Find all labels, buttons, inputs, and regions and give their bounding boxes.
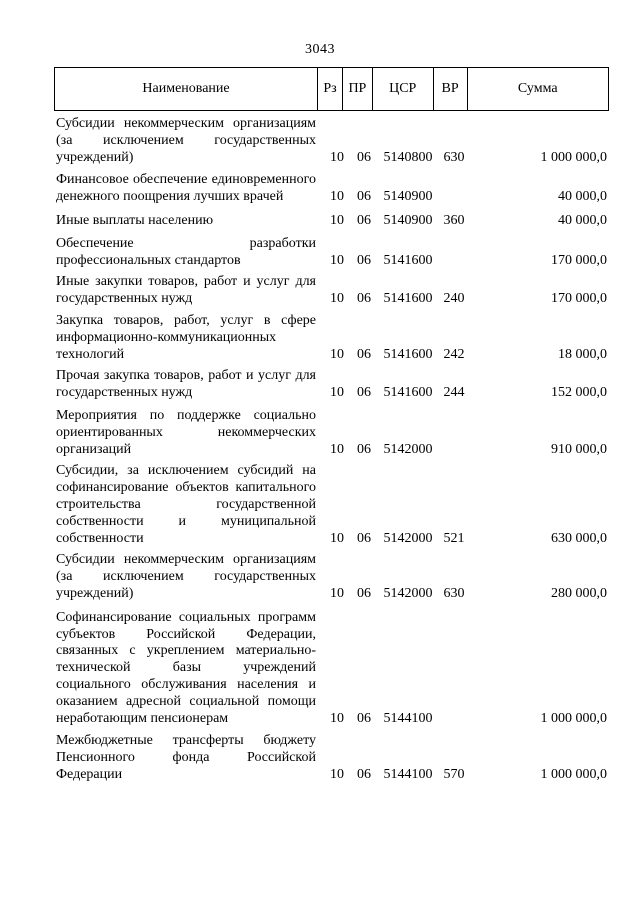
- row-pr: 06: [357, 441, 371, 457]
- row-name: Субсидии некоммерческим организациям (за исключением государственных учреждений): [56, 116, 316, 165]
- row-rz: 10: [330, 346, 344, 362]
- row-csr: 5141600: [383, 346, 433, 362]
- row-rz: 10: [330, 189, 344, 205]
- row-name: Прочая закупка товаров, работ и услуг для государственных нужд: [56, 368, 316, 401]
- row-vr: 240: [443, 291, 465, 307]
- row-csr: 5144100: [383, 766, 433, 782]
- row-sum: 910 000,0: [551, 441, 607, 457]
- row-name: Иные выплаты населению: [56, 212, 214, 228]
- row-pr: 06: [357, 252, 371, 268]
- header-pr: ПР: [343, 68, 373, 110]
- table-row: [54, 172, 609, 206]
- row-vr: 242: [443, 346, 465, 362]
- row-csr: 5142000: [383, 530, 433, 546]
- row-vr: 360: [443, 212, 465, 228]
- row-csr: 5142000: [383, 441, 433, 457]
- table-row: [54, 236, 609, 270]
- row-csr: 5141600: [383, 291, 433, 307]
- row-rz: 10: [330, 385, 344, 401]
- row-rz: 10: [330, 149, 344, 165]
- row-csr: 5141600: [383, 252, 433, 268]
- table-row: [54, 463, 609, 547]
- row-pr: 06: [357, 212, 371, 228]
- table-row: [54, 368, 609, 402]
- table-row: [54, 610, 609, 728]
- table-row: [54, 552, 609, 602]
- header-name: Наименование: [55, 68, 318, 110]
- table-row: [54, 213, 609, 230]
- row-csr: 5141600: [383, 385, 433, 401]
- page-number: 3043: [305, 42, 335, 57]
- table-header: [54, 67, 609, 111]
- row-sum: 1 000 000,0: [540, 710, 607, 726]
- row-sum: 40 000,0: [558, 189, 607, 205]
- row-rz: 10: [330, 766, 344, 782]
- row-rz: 10: [330, 252, 344, 268]
- row-pr: 06: [357, 585, 371, 601]
- row-sum: 1 000 000,0: [540, 766, 607, 782]
- row-pr: 06: [357, 766, 371, 782]
- row-pr: 06: [357, 189, 371, 205]
- row-sum: 40 000,0: [558, 212, 607, 228]
- row-rz: 10: [330, 291, 344, 307]
- row-sum: 170 000,0: [551, 291, 607, 307]
- row-vr: 630: [443, 585, 465, 601]
- row-sum: 630 000,0: [551, 530, 607, 546]
- row-rz: 10: [330, 530, 344, 546]
- row-csr: 5140900: [383, 212, 433, 228]
- table-body: [54, 116, 609, 784]
- row-csr: 5142000: [383, 585, 433, 601]
- row-rz: 10: [330, 441, 344, 457]
- row-vr: 244: [443, 385, 465, 401]
- row-pr: 06: [357, 710, 371, 726]
- row-rz: 10: [330, 585, 344, 601]
- row-pr: 06: [357, 385, 371, 401]
- row-csr: 5140900: [383, 189, 433, 205]
- row-name: Софинансирование социальных программ субъектов Российской Федерации, связанных с укреплением материально-технической базы учреждений социального обслуживания населения и оказанием адресной социальной помощи неработающим пенсионерам: [56, 609, 316, 726]
- row-pr: 06: [357, 346, 371, 362]
- row-sum: 280 000,0: [551, 585, 607, 601]
- row-sum: 1 000 000,0: [540, 149, 607, 165]
- row-pr: 06: [357, 149, 371, 165]
- header-rz: Рз: [318, 68, 343, 110]
- row-name: Закупка товаров, работ, услуг в сфере информационно-коммуникационных технологий: [56, 312, 316, 362]
- row-pr: 06: [357, 530, 371, 546]
- row-sum: 18 000,0: [558, 346, 607, 362]
- row-csr: 5140800: [383, 149, 433, 165]
- row-name: Субсидии некоммерческим организациям (за исключением государственных учреждений): [56, 552, 316, 601]
- row-sum: 170 000,0: [551, 252, 607, 268]
- row-name: Иные закупки товаров, работ и услуг для государственных нужд: [56, 274, 316, 307]
- row-rz: 10: [330, 710, 344, 726]
- row-pr: 06: [357, 291, 371, 307]
- row-name: Межбюджетные трансферты бюджету Пенсионного фонда Российской Федерации: [56, 733, 316, 782]
- table-row: [54, 733, 609, 783]
- table-row: [54, 408, 609, 458]
- row-vr: 630: [443, 149, 465, 165]
- row-name: Обеспечение разработки профессиональных стандартов: [56, 235, 316, 268]
- row-name: Финансовое обеспечение единовременного денежного поощрения лучших врачей: [56, 172, 316, 205]
- row-vr: 570: [443, 766, 465, 782]
- row-sum: 152 000,0: [551, 385, 607, 401]
- row-csr: 5144100: [383, 710, 433, 726]
- row-name: Мероприятия по поддержке социально ориентированных некоммерческих организаций: [56, 407, 316, 457]
- header-vr: ВР: [434, 68, 468, 110]
- header-csr: ЦСР: [373, 68, 434, 110]
- table-row: [54, 116, 609, 166]
- row-vr: 521: [443, 530, 465, 546]
- table-row: [54, 274, 609, 308]
- table-row: [54, 313, 609, 363]
- header-sum: Сумма: [517, 81, 558, 96]
- row-name: Субсидии, за исключением субсидий на софинансирование объектов капитального строительства государственной собственности и муниципальной собственности: [56, 463, 316, 546]
- row-rz: 10: [330, 212, 344, 228]
